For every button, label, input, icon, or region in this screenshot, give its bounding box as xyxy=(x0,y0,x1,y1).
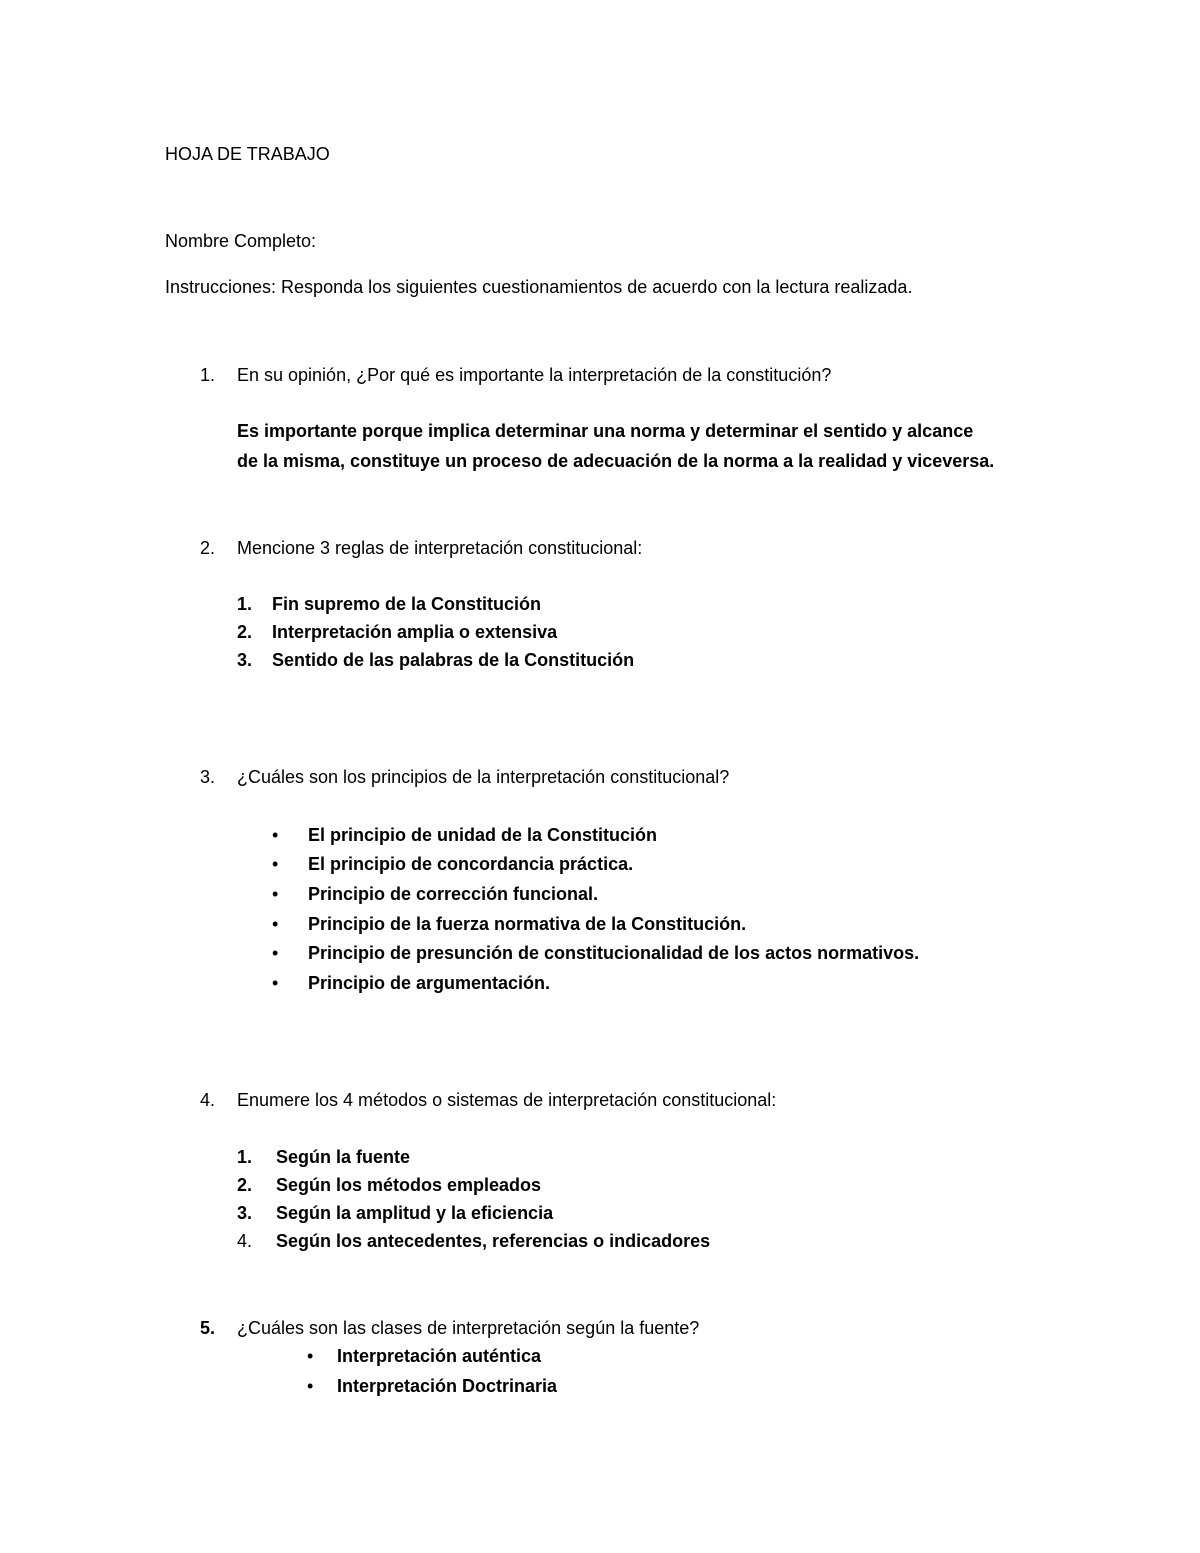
question-2-number: 2. xyxy=(200,538,216,558)
name-label: Nombre Completo: xyxy=(165,231,317,251)
question-5-bullet-1: • xyxy=(307,1346,314,1366)
question-3-bullet-3: • xyxy=(272,884,279,904)
question-3-item-4: Principio de la fuerza normativa de la Constitución. xyxy=(308,914,747,934)
question-2-item-2: Interpretación amplia o extensiva xyxy=(272,622,558,642)
question-3-item-3: Principio de corrección funcional. xyxy=(308,884,599,904)
question-4-item-3: Según la amplitud y la eficiencia xyxy=(276,1203,554,1223)
question-3-bullet-5: • xyxy=(272,943,279,963)
question-1-number: 1. xyxy=(200,365,216,385)
question-5-item-1: Interpretación auténtica xyxy=(337,1346,542,1366)
question-4-item-4: Según los antecedentes, referencias o indicadores xyxy=(276,1231,711,1251)
question-5-number: 5. xyxy=(200,1318,216,1338)
question-4-item-2-marker: 2. xyxy=(237,1175,253,1195)
question-3-text: ¿Cuáles son los principios de la interpretación constitucional? xyxy=(237,767,730,787)
question-3-bullet-1: • xyxy=(272,825,279,845)
question-5-text: ¿Cuáles son las clases de interpretación según la fuente? xyxy=(237,1318,700,1338)
question-3-bullet-4: • xyxy=(272,914,279,934)
question-4-item-4-marker: 4. xyxy=(237,1231,253,1251)
question-3-number: 3. xyxy=(200,767,216,787)
question-4-number: 4. xyxy=(200,1090,216,1110)
question-2-item-1-marker: 1. xyxy=(237,594,253,614)
question-4-item-3-marker: 3. xyxy=(237,1203,253,1223)
question-3-bullet-2: • xyxy=(272,854,279,874)
question-1-answer-line-2: de la misma, constituye un proceso de adecuación de la norma a la realidad y viceversa. xyxy=(237,451,995,471)
question-2-item-1: Fin supremo de la Constitución xyxy=(272,594,542,614)
question-4-item-1-marker: 1. xyxy=(237,1147,253,1167)
question-3-item-2: El principio de concordancia práctica. xyxy=(308,854,634,874)
instructions-text: Instrucciones: Responda los siguientes cuestionamientos de acuerdo con la lectura realizada. xyxy=(165,277,913,297)
document-title: HOJA DE TRABAJO xyxy=(165,144,330,164)
question-2-item-3-marker: 3. xyxy=(237,650,253,670)
question-5-item-2: Interpretación Doctrinaria xyxy=(337,1376,558,1396)
question-1-text: En su opinión, ¿Por qué es importante la interpretación de la constitución? xyxy=(237,365,832,385)
question-3-bullet-6: • xyxy=(272,973,279,993)
question-2-item-3: Sentido de las palabras de la Constitución xyxy=(272,650,635,670)
question-5-bullet-2: • xyxy=(307,1376,314,1396)
question-1-answer-line-1: Es importante porque implica determinar una norma y determinar el sentido y alcance xyxy=(237,421,974,441)
question-2-text: Mencione 3 reglas de interpretación constitucional: xyxy=(237,538,643,558)
question-4-item-1: Según la fuente xyxy=(276,1147,411,1167)
question-2-item-2-marker: 2. xyxy=(237,622,253,642)
question-4-text: Enumere los 4 métodos o sistemas de interpretación constitucional: xyxy=(237,1090,777,1110)
question-3-item-5: Principio de presunción de constitucionalidad de los actos normativos. xyxy=(308,943,920,963)
question-3-item-1: El principio de unidad de la Constitución xyxy=(308,825,658,845)
question-4-item-2: Según los métodos empleados xyxy=(276,1175,542,1195)
question-3-item-6: Principio de argumentación. xyxy=(308,973,551,993)
